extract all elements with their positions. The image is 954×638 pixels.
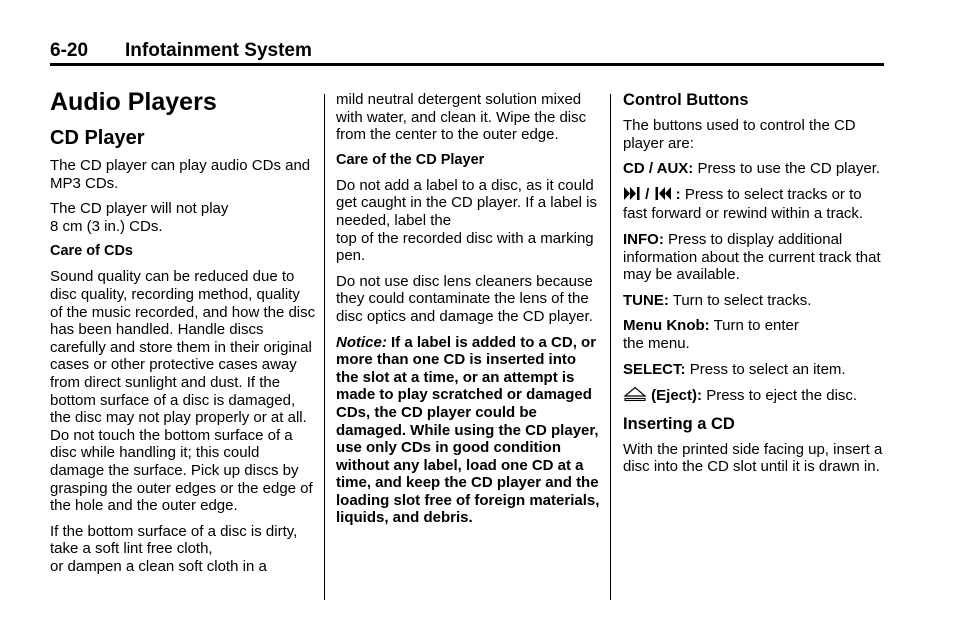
notice-paragraph <box>336 334 601 528</box>
tune-item <box>623 292 885 310</box>
seek-forward-icon <box>623 186 641 206</box>
lens-cleaner-paragraph: Do not use disc lens cleaners because they could contaminate the lens of the disc optics and damage the CD player. <box>336 272 593 325</box>
page-number: 6-20 <box>50 40 89 61</box>
section-title: Infotainment System <box>125 40 312 61</box>
cd-aux-label: CD / AUX: <box>623 160 694 178</box>
cd-size-line-1: The CD player will not play <box>50 200 229 218</box>
column-3 <box>623 91 885 484</box>
column-1 <box>50 88 316 583</box>
dirty-disc-paragraph <box>50 523 316 576</box>
page-header <box>50 40 884 64</box>
inserting-cd-heading: Inserting a CD <box>623 414 735 433</box>
eject-item <box>623 386 885 407</box>
select-item <box>623 361 885 379</box>
cd-aux-text: Press to use the CD player. <box>697 160 881 178</box>
dirty-disc-line-2: or dampen a clean soft cloth in a <box>50 557 267 575</box>
page-title: Audio Players <box>50 88 217 116</box>
cd-aux-item <box>623 160 885 178</box>
menu-knob-text-1: Turn to enter <box>713 317 799 335</box>
menu-knob-label: Menu Knob: <box>623 317 710 335</box>
notice-text: If a label is added to a CD, or more than one CD is inserted into the slot at a time, or an attempt is made to play scratched or damaged CDs, the CD player could be damaged. While using the CD player, use only CDs in good condition without any label, load one CD at a time, and keep the CD player and the loading slot free of foreign materials, liquids, and debris. <box>336 333 600 527</box>
eject-label: (Eject): <box>651 387 703 405</box>
info-text: Press to display additional information about the current track that may be available. <box>623 230 881 284</box>
notice-label: Notice: <box>336 333 387 351</box>
sound-quality-paragraph: Sound quality can be reduced due to disc quality, recording method, quality of the music recorded, and how the disc has been handled. Handle discs carefully and store them in their original cases or other protective cases away from direct sunlight and dust. If the bottom surface of a disc is damaged, the disc may not play properly or at all. Do not touch the bottom surface of a disc while handling it; this could damage the surface. Pick up discs by grasping the outer edges or the edge of the hole and the outer edge. <box>50 268 316 515</box>
dirty-disc-line-1: If the bottom surface of a disc is dirty, take a soft lint free cloth, <box>50 522 298 558</box>
column-divider-1 <box>324 94 325 600</box>
tune-text: Turn to select tracks. <box>672 291 812 309</box>
cd-size-line-2: 8 cm (3 in.) CDs. <box>50 217 163 235</box>
seek-text: Press to select tracks or to fast forward or rewind within a track. <box>623 185 864 223</box>
menu-knob-item <box>623 317 885 352</box>
cleaning-paragraph: mild neutral detergent solution mixed with water, and clean it. Wipe the disc from the center to the outer edge. <box>336 91 587 144</box>
care-of-cd-player-heading: Care of the CD Player <box>336 151 485 168</box>
control-intro: The buttons used to control the CD player are: <box>623 117 856 152</box>
info-label: INFO: <box>623 230 664 248</box>
cd-formats-paragraph: The CD player can play audio CDs and MP3 CDs. <box>50 157 311 192</box>
cd-size-paragraph <box>50 200 316 235</box>
column-divider-2 <box>610 94 611 600</box>
care-of-cds-heading: Care of CDs <box>50 243 133 260</box>
seek-back-icon <box>654 186 672 206</box>
info-item <box>623 231 885 284</box>
seek-item: / : Press to select tracks or to fast forward or rewind within a track. <box>623 185 864 223</box>
tune-label: TUNE: <box>623 291 669 309</box>
label-paragraph <box>336 177 601 265</box>
select-text: Press to select an item. <box>689 360 846 378</box>
control-buttons-heading: Control Buttons <box>623 91 749 109</box>
cd-player-heading: CD Player <box>50 127 145 149</box>
eject-text: Press to eject the disc. <box>706 387 858 405</box>
inserting-cd-paragraph: With the printed side facing up, insert a disc into the CD slot until it is drawn in. <box>623 440 883 476</box>
seek-separator: / <box>645 185 650 203</box>
label-text-2: top of the recorded disc with a marking pen. <box>336 229 594 265</box>
column-2 <box>336 91 601 535</box>
label-text-1: Do not add a label to a disc, as it could get caught in the CD player. If a label is needed, label the <box>336 176 597 229</box>
menu-knob-text-2: the menu. <box>623 334 690 352</box>
header-rule <box>50 63 884 66</box>
eject-icon <box>623 386 647 407</box>
select-label: SELECT: <box>623 360 686 378</box>
